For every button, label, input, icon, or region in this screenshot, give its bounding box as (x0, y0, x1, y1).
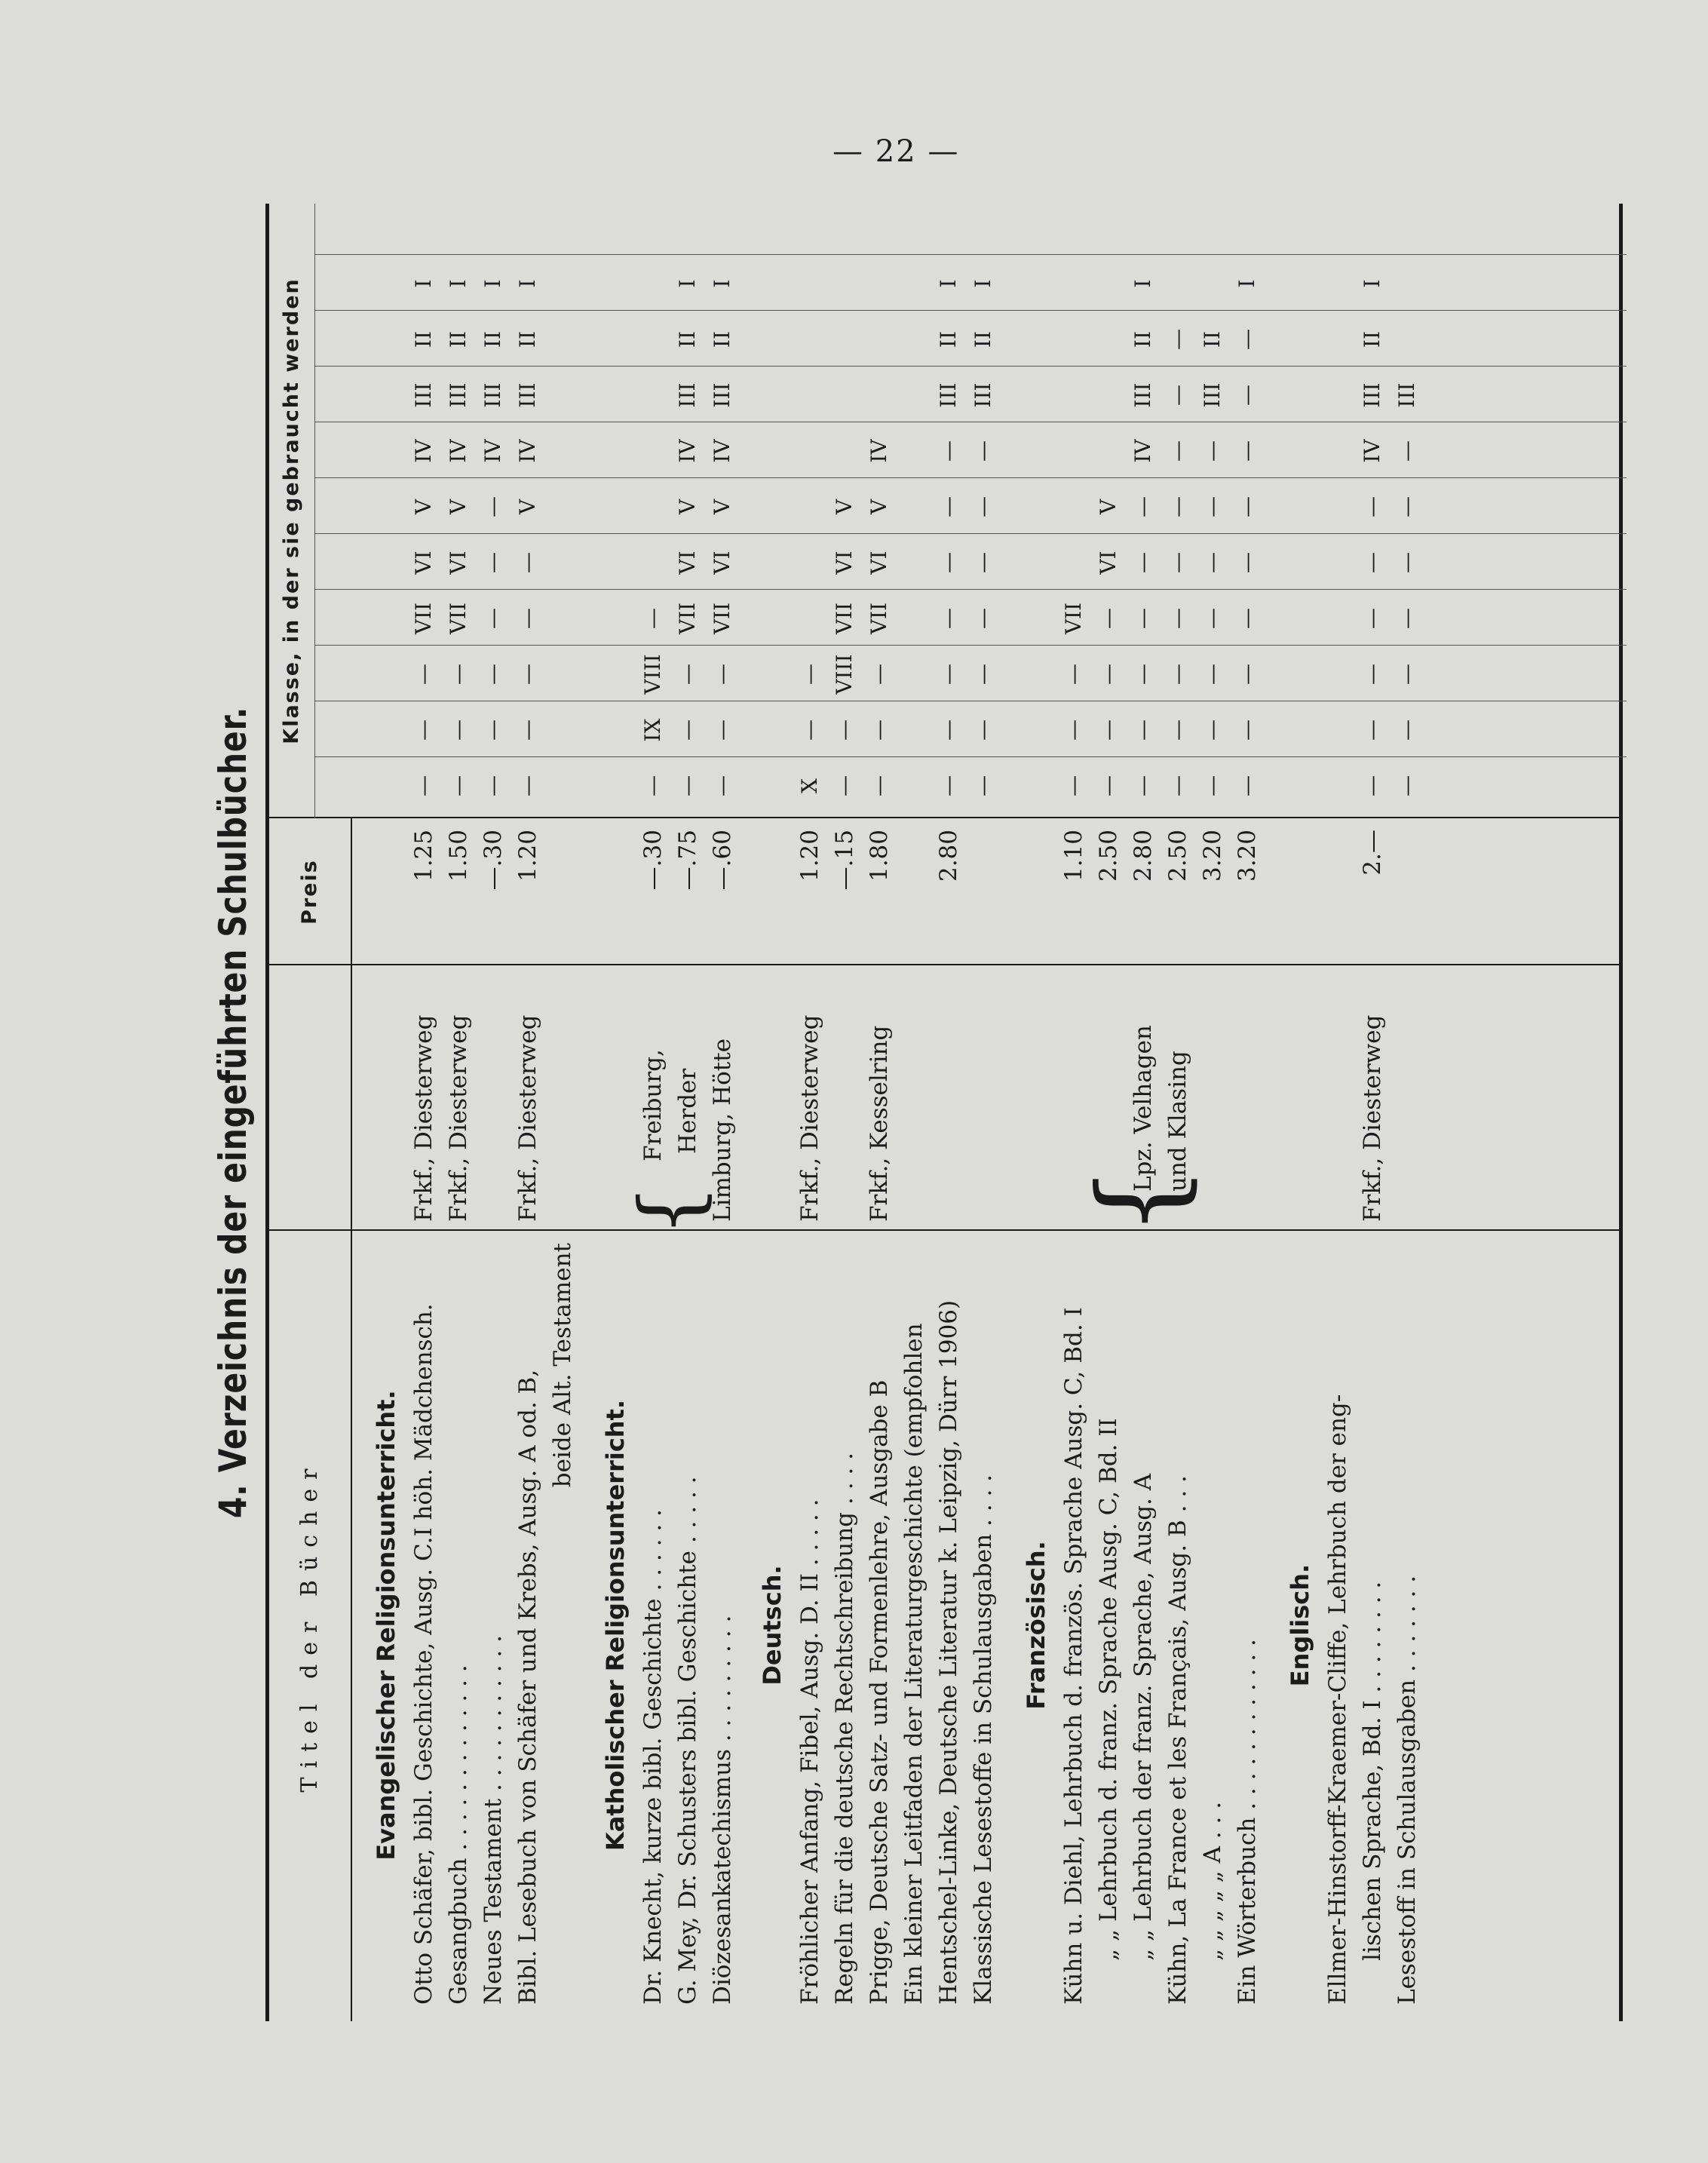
class-cell: — (1096, 775, 1121, 796)
publisher: Frkf., Kesselring (866, 1025, 893, 1222)
class-cell: — (1234, 440, 1259, 462)
class-cell: VII (446, 602, 471, 635)
class-cell: — (1165, 608, 1190, 629)
class-cell: — (1165, 440, 1190, 462)
price: 3.20 (1234, 830, 1261, 882)
class-cell: I (936, 279, 961, 288)
table-row (966, 204, 1001, 2021)
class-cell: IV (866, 439, 891, 463)
class-cell: — (1234, 385, 1259, 406)
class-cell: III (411, 382, 436, 408)
table-title: 4. Verzeichnis der eingeführten Schulbücher. (211, 706, 255, 1519)
book-title: Kühn u. Diehl, Lehrbuch d. französ. Sprache Ausg. C, Bd. I (1060, 1307, 1087, 2005)
book-title: lischen Sprache, Bd. I . . . . . . . . (1359, 1581, 1386, 1961)
table-row (636, 204, 670, 2021)
class-cell: VI (446, 551, 471, 575)
class-cell: II (411, 330, 436, 348)
table-row (1161, 204, 1195, 2021)
class-cell: — (1234, 608, 1259, 629)
header-rule (351, 818, 352, 2021)
class-cell: V (446, 499, 471, 515)
class-cell: — (515, 775, 540, 796)
class-cell: — (1234, 664, 1259, 685)
class-cell: — (1165, 719, 1190, 741)
class-cell: VI (866, 551, 891, 575)
class-cell: V (866, 499, 891, 515)
class-cell: — (1200, 775, 1225, 796)
class-cell: III (710, 382, 734, 408)
price: 2.80 (1130, 830, 1157, 882)
class-cell: II (971, 330, 995, 348)
book-title: Regeln für die deutsche Rechtschreibung . . . . (831, 1453, 858, 2005)
table-row (827, 204, 862, 2021)
price: 1.20 (796, 830, 823, 882)
class-cell: III (971, 382, 995, 408)
book-title: Bibl. Lesebuch von Schäfer und Krebs, Ausg. A od. B, (514, 1369, 541, 2005)
book-title: Ellmer-Hinstorff-Kraemer-Cliffe, Lehrbuch der eng- (1324, 1394, 1351, 2005)
book-title: Fröhlicher Anfang, Fibel, Ausg. D. II . . . . . (796, 1499, 823, 2005)
class-cell: — (1360, 664, 1384, 685)
class-cell: — (1394, 775, 1419, 796)
class-cell: — (675, 664, 700, 685)
class-cell: — (411, 664, 436, 685)
class-cell: III (1130, 382, 1155, 408)
class-cell: III (1394, 382, 1419, 408)
class-subheader-rule (314, 204, 315, 818)
class-cell: II (710, 330, 734, 348)
class-cell: II (515, 330, 540, 348)
class-cell: II (446, 330, 471, 348)
book-title: Prigge, Deutsche Satz- und Formenlehre, Ausgabe B (866, 1379, 893, 2005)
section-heading: Französisch. (1022, 1541, 1050, 1710)
class-cell: — (936, 608, 961, 629)
table-row (1195, 204, 1230, 2021)
book-title: Neues Testament . . . . . . . . . . . (480, 1635, 507, 2005)
class-cell: IV (480, 439, 505, 463)
table-row (476, 204, 511, 2021)
table-row (1230, 204, 1265, 2021)
class-cell: — (1200, 496, 1225, 517)
class-cell: V (832, 499, 857, 515)
title-column-header: Titel der Bücher (296, 1459, 323, 1793)
class-cell: — (446, 719, 471, 741)
class-cell: — (640, 608, 665, 629)
class-cell: — (1130, 664, 1155, 685)
price: 1.80 (866, 830, 893, 882)
price: 3.20 (1199, 830, 1226, 882)
class-cell: X (797, 778, 822, 793)
section-heading: Evangelischer Religionsunterricht. (372, 1390, 400, 1861)
class-cell: IV (710, 439, 734, 463)
class-cell: — (710, 719, 734, 741)
class-cell: — (515, 719, 540, 741)
class-cell: I (675, 279, 700, 288)
class-cell: II (936, 330, 961, 348)
table-row (1320, 204, 1355, 2021)
class-cell: V (710, 499, 734, 515)
class-cell: — (1096, 719, 1121, 741)
class-cell: IV (515, 439, 540, 463)
class-cell: V (515, 499, 540, 515)
class-cell: V (675, 499, 700, 515)
table-row (1355, 204, 1390, 2021)
publisher: Limburg, Hötte (709, 1038, 736, 1222)
class-cell: II (1360, 330, 1384, 348)
class-cell: VII (411, 602, 436, 635)
class-cell: — (936, 775, 961, 796)
class-cell: I (446, 279, 471, 288)
price: 2.50 (1095, 830, 1122, 882)
book-title: Otto Schäfer, bibl. Geschichte, Ausg. C.I höh. Mädchensch. (410, 1303, 437, 2005)
class-cell: III (1200, 382, 1225, 408)
price: 2.— (1359, 830, 1386, 876)
class-cell: — (1394, 608, 1419, 629)
section-heading: Katholischer Religionsunterricht. (601, 1399, 630, 1852)
class-cell: — (1130, 552, 1155, 573)
class-cell: — (1394, 719, 1419, 741)
class-cell: — (1061, 719, 1086, 741)
class-cell: IV (1360, 439, 1384, 463)
class-cell: — (971, 608, 995, 629)
class-cell: — (1096, 664, 1121, 685)
class-cell: — (1165, 775, 1190, 796)
class-cell: VI (411, 551, 436, 575)
class-cell: — (971, 664, 995, 685)
class-cell: — (1394, 496, 1419, 517)
class-cell: II (675, 330, 700, 348)
class-cell: — (480, 775, 505, 796)
class-cell: — (936, 552, 961, 573)
table-row (1390, 204, 1424, 2021)
class-cell: — (936, 496, 961, 517)
class-cell: II (1200, 330, 1225, 348)
class-cell: IV (411, 439, 436, 463)
price: —.30 (480, 830, 507, 891)
class-cell: — (1096, 608, 1121, 629)
class-cell: — (1234, 329, 1259, 350)
class-column-header: Klasse, in der sie gebraucht werden (280, 278, 303, 744)
book-title: Kühn, La France et les Français, Ausg. B . . . (1164, 1475, 1191, 2005)
class-cell: — (480, 608, 505, 629)
class-cell: — (1200, 552, 1225, 573)
class-cell: — (1165, 664, 1190, 685)
class-cell: III (446, 382, 471, 408)
class-cell: III (1360, 382, 1384, 408)
class-cell: — (797, 719, 822, 741)
book-title: Klassische Lesestoffe in Schulausgaben . . . . (970, 1474, 997, 2005)
class-cell: — (640, 775, 665, 796)
class-cell: — (1130, 608, 1155, 629)
class-cell: — (446, 775, 471, 796)
publisher: Frkf., Diesterweg (514, 1014, 541, 1222)
price: 1.10 (1060, 830, 1087, 882)
class-cell: VI (1096, 551, 1121, 575)
book-title: „ „ Lehrbuch der franz. Sprache, Ausg. A (1130, 1473, 1157, 1961)
class-cell: — (411, 775, 436, 796)
class-cell: — (1130, 775, 1155, 796)
class-cell: — (1394, 552, 1419, 573)
publisher: Frkf., Diesterweg (445, 1014, 472, 1222)
class-cell: — (675, 719, 700, 741)
class-cell: — (675, 775, 700, 796)
class-cell: I (971, 279, 995, 288)
table-row (897, 204, 931, 2021)
table-row (670, 204, 705, 2021)
book-title: Gesangbuch . . . . . . . . . . . . . (445, 1664, 472, 2005)
price: —.30 (639, 830, 667, 891)
class-cell: II (1130, 330, 1155, 348)
class-cell: IV (675, 439, 700, 463)
section-heading: Englisch. (1286, 1563, 1314, 1687)
class-cell: — (515, 552, 540, 573)
class-cell: III (480, 382, 505, 408)
class-cell: — (1165, 496, 1190, 517)
table-row (1056, 204, 1091, 2021)
book-title: Dr. Knecht, kurze bibl. Geschichte . . . . . . (639, 1509, 667, 2005)
class-cell: — (971, 440, 995, 462)
class-cell: — (1200, 719, 1225, 741)
publisher: Freiburg, (639, 1049, 667, 1161)
publisher: Herder (674, 1068, 701, 1154)
class-cell: — (480, 496, 505, 517)
class-cell: — (936, 664, 961, 685)
class-cell: — (1165, 552, 1190, 573)
class-cell: — (480, 664, 505, 685)
rotated-table-sheet (204, 204, 1636, 2021)
page-number: — 22 — (833, 134, 960, 169)
class-cell: — (1200, 608, 1225, 629)
publisher: und Klasing (1164, 1051, 1191, 1192)
book-title: Diözesankatechismus . . . . . . . . . (709, 1615, 736, 2005)
class-cell: — (866, 664, 891, 685)
class-cell: — (1234, 719, 1259, 741)
class-cell: I (411, 279, 436, 288)
class-cell: — (515, 664, 540, 685)
class-cell: — (1061, 664, 1086, 685)
table-row (1091, 204, 1126, 2021)
class-cell: VII (675, 602, 700, 635)
class-cell: — (1165, 329, 1190, 350)
class-cell: — (866, 775, 891, 796)
class-cell: — (971, 719, 995, 741)
class-cell: IV (446, 439, 471, 463)
class-cell: VI (675, 551, 700, 575)
book-title: „ „ Lehrbuch d. franz. Sprache Ausg. C, Bd. II (1095, 1418, 1122, 1961)
price-column-header: Preis (298, 859, 321, 925)
class-cell: — (411, 719, 436, 741)
table-row (705, 204, 740, 2021)
book-title: Ein Wörterbuch . . . . . . . . . . . . (1234, 1639, 1261, 2005)
class-cell: — (971, 496, 995, 517)
publisher: Lpz. Velhagen (1130, 1025, 1157, 1192)
class-cell: — (1360, 552, 1384, 573)
class-cell: I (515, 279, 540, 288)
class-cell: — (1394, 664, 1419, 685)
class-cell: — (1360, 775, 1384, 796)
class-cell: VIII (640, 654, 665, 695)
class-cell: II (480, 330, 505, 348)
class-cell: — (1130, 496, 1155, 517)
class-cell: VIII (832, 654, 857, 695)
table-row (931, 204, 966, 2021)
class-cell: — (1360, 608, 1384, 629)
class-cell: III (675, 382, 700, 408)
table-row (441, 204, 476, 2021)
class-cell: — (710, 775, 734, 796)
brace-symbol: { (1075, 1164, 1206, 1237)
class-cell: — (1130, 719, 1155, 741)
class-cell: IX (640, 718, 665, 742)
table-row (793, 204, 827, 2021)
publisher: Frkf., Diesterweg (796, 1014, 823, 1222)
class-cell: — (446, 664, 471, 685)
class-cell: — (971, 552, 995, 573)
class-cell: — (936, 719, 961, 741)
schoolbook-table (265, 204, 1623, 2021)
class-cell: I (1234, 279, 1259, 288)
class-cell: — (832, 775, 857, 796)
class-cell: — (1234, 496, 1259, 517)
class-cell: — (480, 719, 505, 741)
class-cell: — (1360, 719, 1384, 741)
book-title: Lesestoff in Schulausgaben . . . . . . . (1394, 1575, 1421, 2005)
book-title: Hentschel-Linke, Deutsche Literatur k. Leipzig, Dürr 1906) (935, 1299, 962, 2005)
table-row (1126, 204, 1161, 2021)
class-cell: — (1165, 385, 1190, 406)
class-cell: VII (832, 602, 857, 635)
class-cell: I (480, 279, 505, 288)
class-cell: — (971, 775, 995, 796)
publisher: Frkf., Diesterweg (1359, 1014, 1386, 1222)
class-cell: — (1200, 664, 1225, 685)
class-cell: VI (710, 551, 734, 575)
class-cell: — (710, 664, 734, 685)
class-cell: VII (1061, 602, 1086, 635)
price: 2.80 (935, 830, 962, 882)
class-cell: — (515, 608, 540, 629)
class-cell: IV (1130, 439, 1155, 463)
book-title-continued: beide Alt. Testament (549, 1243, 576, 1488)
class-cell: III (936, 382, 961, 408)
class-cell: I (710, 279, 734, 288)
class-cell: III (515, 382, 540, 408)
class-cell: — (1200, 440, 1225, 462)
class-cell: I (1360, 279, 1384, 288)
class-cell: — (1394, 440, 1419, 462)
class-cell: — (866, 719, 891, 741)
price: 2.50 (1164, 830, 1191, 882)
class-cell: — (1360, 496, 1384, 517)
price: —.60 (709, 830, 736, 891)
book-title: Ein kleiner Leitfaden der Literaturgeschichte (empfohlen (900, 1323, 928, 2005)
price: —.15 (831, 830, 858, 891)
class-cell: VI (832, 551, 857, 575)
class-cell: V (411, 499, 436, 515)
table-row (862, 204, 897, 2021)
class-cell: — (832, 719, 857, 741)
class-cell: — (1234, 552, 1259, 573)
class-cell: — (1061, 775, 1086, 796)
price: 1.20 (514, 830, 541, 882)
table-row (511, 204, 545, 2021)
book-title: G. Mey, Dr. Schusters bibl. Geschichte . . . . . (674, 1476, 701, 2005)
class-cell: — (936, 440, 961, 462)
class-cell: V (1096, 499, 1121, 515)
table-row (406, 204, 441, 2021)
class-cell: VII (710, 602, 734, 635)
class-cell: — (797, 664, 822, 685)
class-cell: — (480, 552, 505, 573)
section-heading: Deutsch. (758, 1565, 787, 1686)
class-cell: VII (866, 602, 891, 635)
class-cell: — (1234, 775, 1259, 796)
brace-symbol: { (621, 1184, 718, 1237)
book-title: „ „ „ „ „ A . . . (1199, 1801, 1226, 1961)
class-cell: I (1130, 279, 1155, 288)
price: 1.50 (445, 830, 472, 882)
table-row (545, 204, 580, 2021)
price: 1.25 (410, 830, 437, 882)
price: —.75 (674, 830, 701, 891)
publisher: Frkf., Diesterweg (410, 1014, 437, 1222)
